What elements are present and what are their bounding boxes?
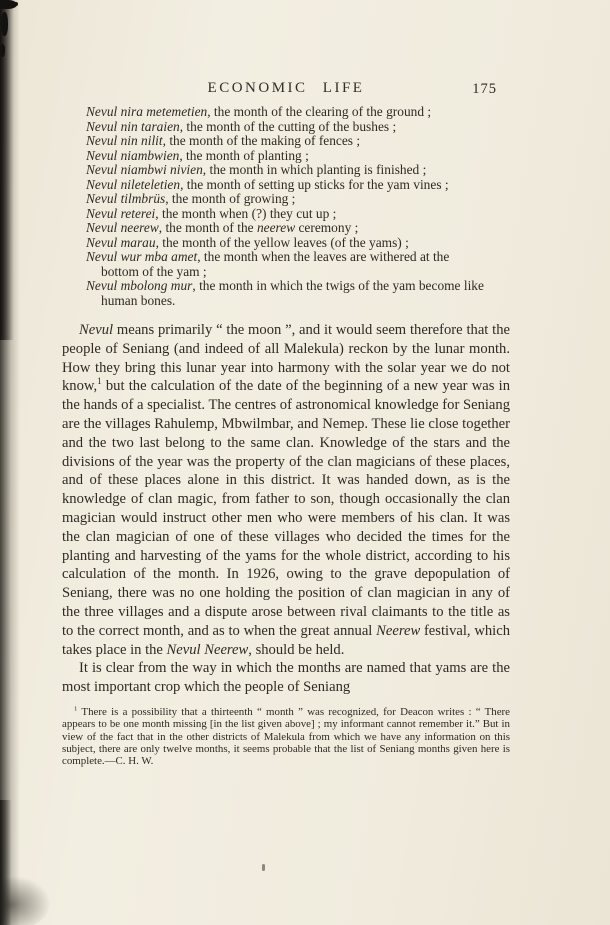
stray-mark xyxy=(262,864,265,871)
footnote xyxy=(62,706,510,767)
month-list-item: Nevul nileteletien, the month of setting up sticks for the yam vines ; xyxy=(86,176,449,192)
body-paragraphs xyxy=(62,321,510,697)
page-header xyxy=(62,80,510,100)
page-number: 175 xyxy=(472,81,497,97)
ink-speck xyxy=(0,44,5,57)
month-list-item: Nevul mbolong mur, the month in which the twigs of the yam become like human bones. xyxy=(86,278,484,308)
month-list-item: Nevul nira metemetien, the month of the clearing of the ground ; xyxy=(86,104,432,119)
month-list-item: Nevul niambwien, the month of planting ; xyxy=(86,147,309,163)
paragraph: It is clear from the way in which the months are named that yams are the most important crop which the people of Seniang xyxy=(62,660,510,696)
running-title: ECONOMIC LIFE xyxy=(207,80,365,96)
month-list-item: Nevul marau, the month of the yellow leaves (of the yams) ; xyxy=(86,234,409,250)
month-list-item: Nevul neerew, the month of the neerew ceremony ; xyxy=(86,220,359,235)
page-content xyxy=(62,80,510,767)
ink-speck xyxy=(14,2,18,6)
month-list-item: Nevul nin taraien, the month of the cutting of the bushes ; xyxy=(86,118,397,134)
footnote-text: $^1$ There is a possibility that a thirteenth “ month ” was recognized, for Deacon writes : “ There appears to be one month missing [in the list given above] ; my informant cannot remember it.” But in view of the fact that in the other districts of Malekula from which we have any information on this subject, there are only twelve months, it seems probable that the list of Seniang months given here is complete.—C. H. W. xyxy=(62,705,510,768)
month-list-item: Nevul reterei, the month when (?) they cut up ; xyxy=(86,205,337,221)
month-list-item: Nevul tilmbrüs, the month of growing ; xyxy=(86,191,296,206)
scan-smudge xyxy=(0,876,50,925)
ink-speck xyxy=(1,12,8,36)
month-list-item: Nevul niambwi nivien, the month in which planting is finished ; xyxy=(86,162,427,177)
month-list xyxy=(86,105,490,308)
month-list-item: Nevul nin nilit, the month of the making of fences ; xyxy=(86,133,361,148)
month-list-item: Nevul wur mba amet, the month when the leaves are withered at the bottom of the yam ; xyxy=(86,249,450,279)
paragraph: Nevul means primarily “ the moon ”, and it would seem therefore that the people of Seniang (and indeed of all Malekula) reckon by the lunar month. How they bring this lunar year into harmony with the solar year we do not know,$^1$ but the calculation of the date of the beginning of a new year was in the hands of a specialist. The centres of astronomical knowledge for Seniang are the villages Rahulemp, Mbwilmbar, and Nemep. These lie close together and the two last belong to the same clan. Knowledge of the stars and the divisions of the year was the property of the clan magicians of these places, and of these places alone in this district. It was handed down, as is the knowledge of clan magic, from father to son, though occasionally the clan magician would instruct other men who were members of his clan. It was the clan magician of one of these villages who decided the times for the planting and harvesting of the yams for the whole district, according to his calculation of the month. In 1926, owing to the grave depopulation of Seniang, there was no one holding the position of clan magician in any of the three villages and a dispute arose between rival claimants to the title as to the correct month, and as to when the great annual Neerew festival, which takes place in the Nevul Neerew, should be held. xyxy=(62,322,510,658)
